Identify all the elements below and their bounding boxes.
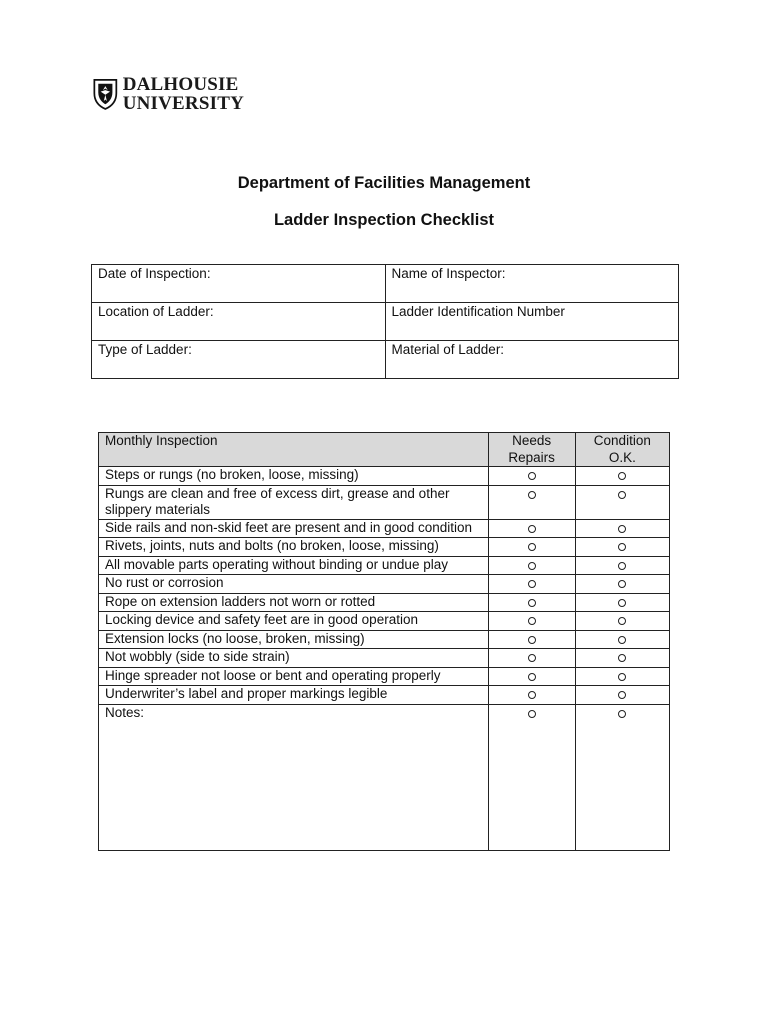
circle-outline-icon[interactable] [618,562,626,570]
table-header-row [99,433,670,467]
info-row [92,265,679,303]
circle-outline-icon[interactable] [618,673,626,681]
needs-repairs-option[interactable] [488,519,575,538]
circle-outline-icon[interactable] [528,562,536,570]
logo-line-2: UNIVERSITY [122,93,244,114]
inspection-item: Steps or rungs (no broken, loose, missing) [99,467,489,486]
needs-repairs-option[interactable] [488,649,575,668]
circle-outline-icon[interactable] [618,617,626,625]
needs-repairs-option[interactable] [488,485,575,519]
table-row [99,686,670,705]
inspection-item: All movable parts operating without binding or undue play [99,556,489,575]
shield-crest-icon [92,73,119,115]
needs-repairs-option[interactable] [488,538,575,557]
needs-repairs-option[interactable] [488,704,575,850]
header-needs-repairs: Needs Repairs [488,433,575,467]
condition-ok-option[interactable] [575,593,669,612]
table-row [99,538,670,557]
circle-outline-icon[interactable] [528,525,536,533]
circle-outline-icon[interactable] [528,599,536,607]
header-condition-ok: Condition O.K. [575,433,669,467]
inspection-item: Underwriter’s label and proper markings legible [99,686,489,705]
header-monthly-inspection: Monthly Inspection [99,433,489,467]
needs-repairs-option[interactable] [488,686,575,705]
info-row [92,341,679,379]
circle-outline-icon[interactable] [528,543,536,551]
page-subtitle: Ladder Inspection Checklist [273,211,495,229]
circle-outline-icon[interactable] [528,580,536,588]
inspection-item: Rungs are clean and free of excess dirt, grease and other slippery materials [99,485,489,519]
circle-outline-icon[interactable] [618,580,626,588]
info-field[interactable]: Date of Inspection: [92,265,386,303]
condition-ok-option[interactable] [575,538,669,557]
circle-outline-icon[interactable] [618,599,626,607]
condition-ok-option[interactable] [575,575,669,594]
circle-outline-icon[interactable] [618,636,626,644]
needs-repairs-option[interactable] [488,556,575,575]
needs-repairs-option[interactable] [488,630,575,649]
inspection-item: Locking device and safety feet are in good operation [99,612,489,631]
circle-outline-icon[interactable] [528,491,536,499]
circle-outline-icon[interactable] [528,636,536,644]
circle-outline-icon[interactable] [528,617,536,625]
inspection-item: Not wobbly (side to side strain) [99,649,489,668]
needs-repairs-option[interactable] [488,612,575,631]
circle-outline-icon[interactable] [528,654,536,662]
university-logo [92,66,244,122]
needs-repairs-option[interactable] [488,593,575,612]
inspection-item: Rope on extension ladders not worn or rotted [99,593,489,612]
table-row [99,612,670,631]
info-row [92,303,679,341]
needs-repairs-option[interactable] [488,667,575,686]
table-row [99,556,670,575]
inspection-item: Rivets, joints, nuts and bolts (no broken, loose, missing) [99,538,489,557]
info-field[interactable]: Location of Ladder: [92,303,386,341]
logo-line-1: DALHOUSIE [122,74,239,95]
info-field[interactable]: Ladder Identification Number [385,303,679,341]
condition-ok-option[interactable] [575,704,669,850]
info-field[interactable]: Type of Ladder: [92,341,386,379]
circle-outline-icon[interactable] [618,543,626,551]
monthly-inspection-table [98,432,670,851]
circle-outline-icon[interactable] [528,710,536,718]
circle-outline-icon[interactable] [528,691,536,699]
condition-ok-option[interactable] [575,519,669,538]
condition-ok-option[interactable] [575,485,669,519]
table-row [99,630,670,649]
circle-outline-icon[interactable] [528,673,536,681]
circle-outline-icon[interactable] [618,710,626,718]
table-row [99,667,670,686]
needs-repairs-option[interactable] [488,575,575,594]
page-title: Department of Facilities Management [237,174,531,192]
condition-ok-option[interactable] [575,467,669,486]
inspection-item: Side rails and non-skid feet are present and in good condition [99,519,489,538]
inspection-item: Hinge spreader not loose or bent and operating properly [99,667,489,686]
info-field[interactable]: Name of Inspector: [385,265,679,303]
condition-ok-option[interactable] [575,612,669,631]
condition-ok-option[interactable] [575,556,669,575]
circle-outline-icon[interactable] [528,472,536,480]
circle-outline-icon[interactable] [618,525,626,533]
condition-ok-option[interactable] [575,649,669,668]
notes-field[interactable]: Notes: [99,704,489,850]
condition-ok-option[interactable] [575,686,669,705]
circle-outline-icon[interactable] [618,691,626,699]
circle-outline-icon[interactable] [618,491,626,499]
needs-repairs-option[interactable] [488,467,575,486]
table-row [99,575,670,594]
inspection-info-table [91,264,679,379]
circle-outline-icon[interactable] [618,472,626,480]
inspection-item: Extension locks (no loose, broken, missing) [99,630,489,649]
table-row [99,649,670,668]
inspection-item: No rust or corrosion [99,575,489,594]
table-row [99,485,670,519]
condition-ok-option[interactable] [575,667,669,686]
table-row [99,519,670,538]
table-row [99,593,670,612]
info-field[interactable]: Material of Ladder: [385,341,679,379]
table-row [99,467,670,486]
notes-row [99,704,670,850]
logo-wordmark [123,75,244,113]
circle-outline-icon[interactable] [618,654,626,662]
condition-ok-option[interactable] [575,630,669,649]
